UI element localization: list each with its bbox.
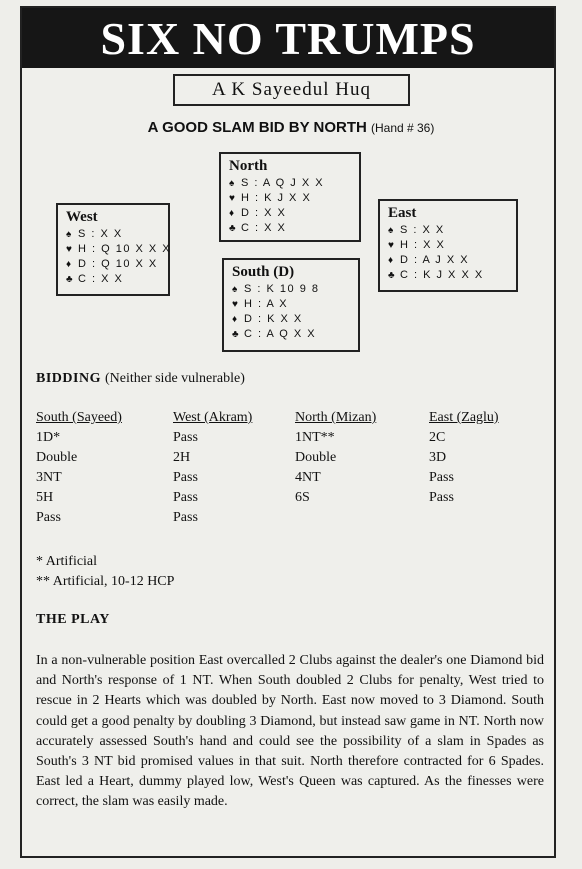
holding-text: S : A Q J X X: [241, 177, 325, 189]
hand-west-hearts: [66, 242, 172, 257]
bid-column-header: North (Mizan): [295, 410, 377, 425]
bid-cell: 3D: [429, 450, 447, 465]
hand-south-spades: [232, 282, 350, 297]
bid-column-header: West (Akram): [173, 410, 253, 425]
hand-north-diamonds: [229, 206, 351, 221]
diamond-icon: ♦: [66, 259, 73, 270]
bid-column-header: East (Zaglu): [429, 410, 499, 425]
hand-east-clubs: [388, 268, 508, 283]
bid-cell: Pass: [173, 430, 198, 445]
play-heading: THE PLAY: [36, 612, 110, 627]
bid-cell: 1NT**: [295, 430, 335, 445]
club-icon: ♣: [66, 274, 75, 285]
diamond-icon: ♦: [232, 314, 239, 325]
author-byline: A K Sayeedul Huq: [173, 74, 410, 106]
hand-east-diamonds: [388, 253, 508, 268]
bid-column-west: [173, 408, 252, 528]
hand-south-name: South (D): [232, 264, 295, 280]
hand-east-spades: [388, 223, 508, 238]
heart-icon: ♥: [232, 299, 240, 310]
bid-cell: Pass: [173, 510, 198, 525]
hand-south-clubs: [232, 327, 350, 342]
bid-cell: Pass: [429, 490, 454, 505]
article-subtitle: [0, 119, 582, 136]
club-icon: ♣: [388, 270, 397, 281]
spade-icon: ♠: [232, 284, 239, 295]
bid-cell: 1D*: [36, 430, 61, 445]
bid-cell: 4NT: [295, 470, 321, 485]
bid-cell: Pass: [36, 510, 61, 525]
footnote: ** Artificial, 10-12 HCP: [36, 574, 175, 589]
holding-text: C : K J X X X: [400, 269, 484, 281]
hand-north-name: North: [229, 158, 268, 174]
hand-west-spades: [66, 227, 160, 242]
heart-icon: ♥: [66, 244, 74, 255]
footnotes: [36, 552, 174, 592]
holding-text: D : X X: [241, 207, 287, 219]
spade-icon: ♠: [388, 225, 395, 236]
holding-text: H : Q 10 X X X: [78, 243, 172, 255]
hand-north: [219, 152, 361, 242]
hand-east-hearts: [388, 238, 508, 253]
footnote: * Artificial: [36, 554, 98, 569]
diamond-icon: ♦: [388, 255, 395, 266]
hand-north-spades: [229, 176, 351, 191]
hand-reference: (Hand # 36): [370, 121, 435, 135]
bid-cell: 2H: [173, 450, 191, 465]
bid-cell: Double: [295, 450, 337, 465]
spade-icon: ♠: [66, 229, 73, 240]
hand-east-name: East: [388, 205, 417, 221]
heart-icon: ♥: [388, 240, 396, 251]
bid-column-header: South (Sayeed): [36, 410, 122, 425]
hand-south: [222, 258, 360, 352]
play-paragraph: In a non-vulnerable position East overcalled 2 Clubs against the dealer's one Diamond bid and North's response of 1 NT. When South doubled 2 Clubs for penalty, West tried to rescue in 2 Hearts which was doubled by North. East now moved to 3 Diamond. South could get a good penalty by doubling 3 Diamond, but instead saw game in NT. North now accurately assessed South's hand and could see the possibility of a slam in Spades as South's 3 NT bid promised values in that suit. North therefore contracted for 6 Spades. East led a Heart, dummy played low, West's Queen was captured. As the finesses were correct, the slam was easily made.: [36, 653, 544, 810]
holding-text: C : X X: [78, 273, 124, 285]
club-icon: ♣: [232, 329, 241, 340]
holding-text: S : X X: [78, 228, 123, 240]
holding-text: D : A J X X: [400, 254, 470, 266]
bid-cell: 2C: [429, 430, 446, 445]
heart-icon: ♥: [229, 193, 237, 204]
hand-west-clubs: [66, 272, 160, 287]
bid-cell: 6S: [295, 490, 310, 505]
hand-west-name: West: [66, 209, 98, 225]
diamond-icon: ♦: [229, 208, 236, 219]
hand-east: [378, 199, 518, 292]
hand-north-clubs: [229, 221, 351, 236]
hand-south-diamonds: [232, 312, 350, 327]
bid-column-north: [295, 408, 376, 508]
bid-column-south: [36, 408, 122, 528]
bid-cell: 3NT: [36, 470, 62, 485]
bid-cell: Pass: [173, 470, 198, 485]
holding-text: H : K J X X: [241, 192, 312, 204]
bidding-heading: [36, 371, 245, 387]
holding-text: S : X X: [400, 224, 445, 236]
holding-text: D : Q 10 X X: [78, 258, 158, 270]
hand-west-diamonds: [66, 257, 160, 272]
club-icon: ♣: [229, 223, 238, 234]
subtitle-text: A GOOD SLAM BID BY NORTH: [147, 119, 367, 136]
bid-cell: 5H: [36, 490, 54, 505]
holding-text: H : A X: [244, 298, 289, 310]
holding-text: H : X X: [400, 239, 446, 251]
holding-text: D : K X X: [244, 313, 303, 325]
hand-north-hearts: [229, 191, 351, 206]
bid-cell: Double: [36, 450, 78, 465]
hand-west: [56, 203, 170, 296]
bid-cell: Pass: [173, 490, 198, 505]
bidding-heading-text: BIDDING: [36, 371, 101, 386]
spade-icon: ♠: [229, 178, 236, 189]
article-title: SIX NO TRUMPS: [22, 8, 554, 68]
bid-column-east: [429, 408, 499, 508]
holding-text: C : A Q X X: [244, 328, 317, 340]
holding-text: S : K 10 9 8: [244, 283, 320, 295]
holding-text: C : X X: [241, 222, 287, 234]
bidding-note: (Neither side vulnerable): [104, 371, 245, 386]
hand-south-hearts: [232, 297, 350, 312]
bid-cell: Pass: [429, 470, 454, 485]
